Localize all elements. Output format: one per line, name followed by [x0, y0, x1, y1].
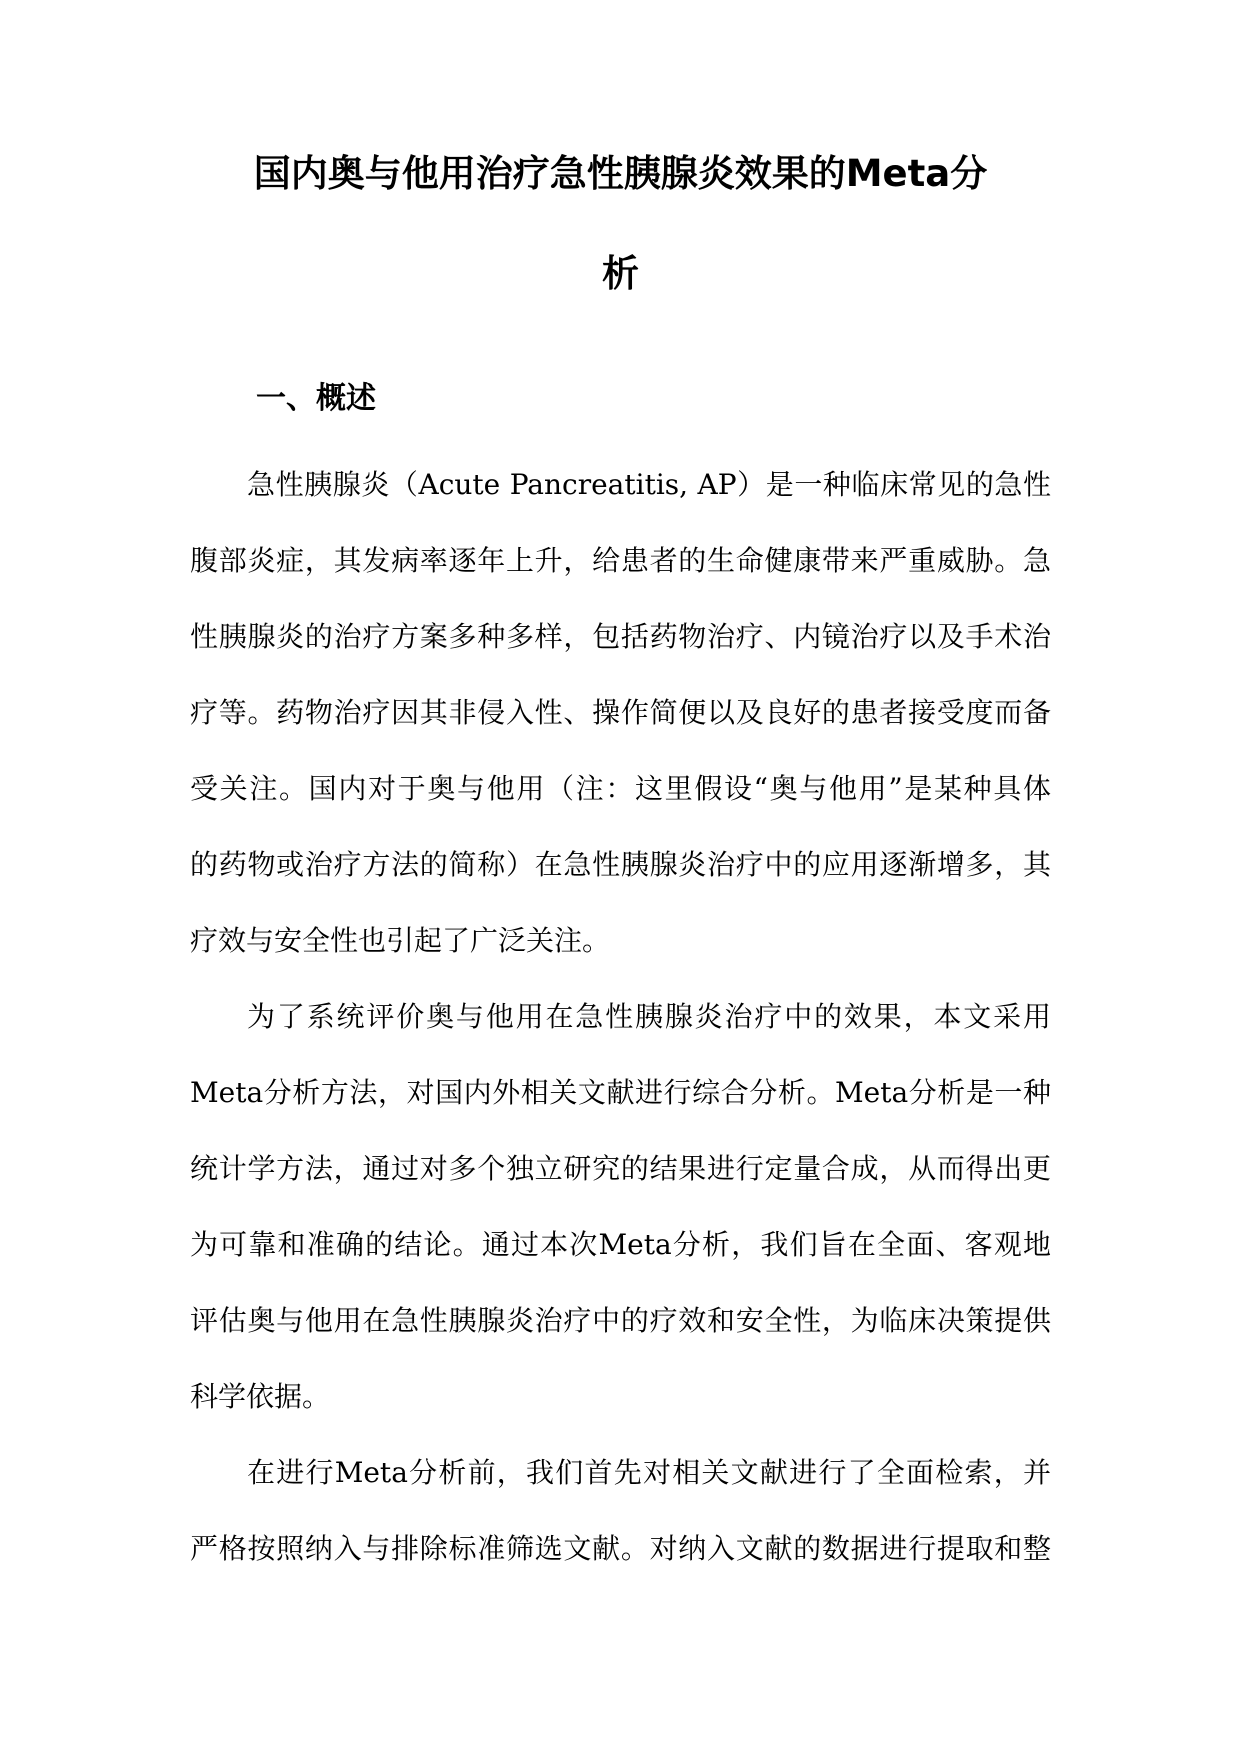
paragraph-line: 腹部炎症，其发病率逐年上升，给患者的生命健康带来严重威胁。急 [190, 544, 1051, 577]
paragraph-line: 为可靠和准确的结论。通过本次Meta分析，我们旨在全面、客观地 [190, 1228, 1051, 1261]
paragraph-line: 疗等。药物治疗因其非侵入性、操作简便以及良好的患者接受度而备 [190, 696, 1051, 729]
paragraph-line: 科学依据。 [190, 1380, 331, 1413]
paragraph-3 [190, 1435, 1051, 1587]
paragraph-2 [190, 979, 1051, 1435]
paragraph-line: 为了系统评价奥与他用在急性胰腺炎治疗中的效果，本文采用 [247, 1000, 1051, 1033]
paragraph-line: 的药物或治疗方法的简称）在急性胰腺炎治疗中的应用逐渐增多，其 [190, 848, 1051, 881]
paragraph-line: 在进行Meta分析前，我们首先对相关文献进行了全面检索，并 [247, 1456, 1051, 1489]
paragraph-line: 急性胰腺炎（Acute Pancreatitis, AP）是一种临床常见的急性 [247, 468, 1051, 501]
document-title-line-1: 国内奥与他用治疗急性胰腺炎效果的Meta分 [253, 152, 988, 195]
paragraph-line: 严格按照纳入与排除标准筛选文献。对纳入文献的数据进行提取和整 [190, 1532, 1051, 1565]
paragraph-line: 性胰腺炎的治疗方案多种多样，包括药物治疗、内镜治疗以及手术治 [190, 620, 1051, 653]
paragraph-line: 疗效与安全性也引起了广泛关注。 [190, 924, 611, 957]
paragraph-line: Meta分析方法，对国内外相关文献进行综合分析。Meta分析是一种 [190, 1076, 1051, 1109]
section-heading: 一、概述 [256, 381, 376, 416]
document-title-line-2: 析 [602, 252, 639, 295]
paragraph-line: 受关注。国内对于奥与他用（注：这里假设“奥与他用”是某种具体 [190, 772, 1051, 805]
paragraph-1 [190, 447, 1051, 979]
paragraph-line: 统计学方法，通过对多个独立研究的结果进行定量合成，从而得出更 [190, 1152, 1051, 1185]
paragraph-line: 评估奥与他用在急性胰腺炎治疗中的疗效和安全性，为临床决策提供 [190, 1304, 1051, 1337]
